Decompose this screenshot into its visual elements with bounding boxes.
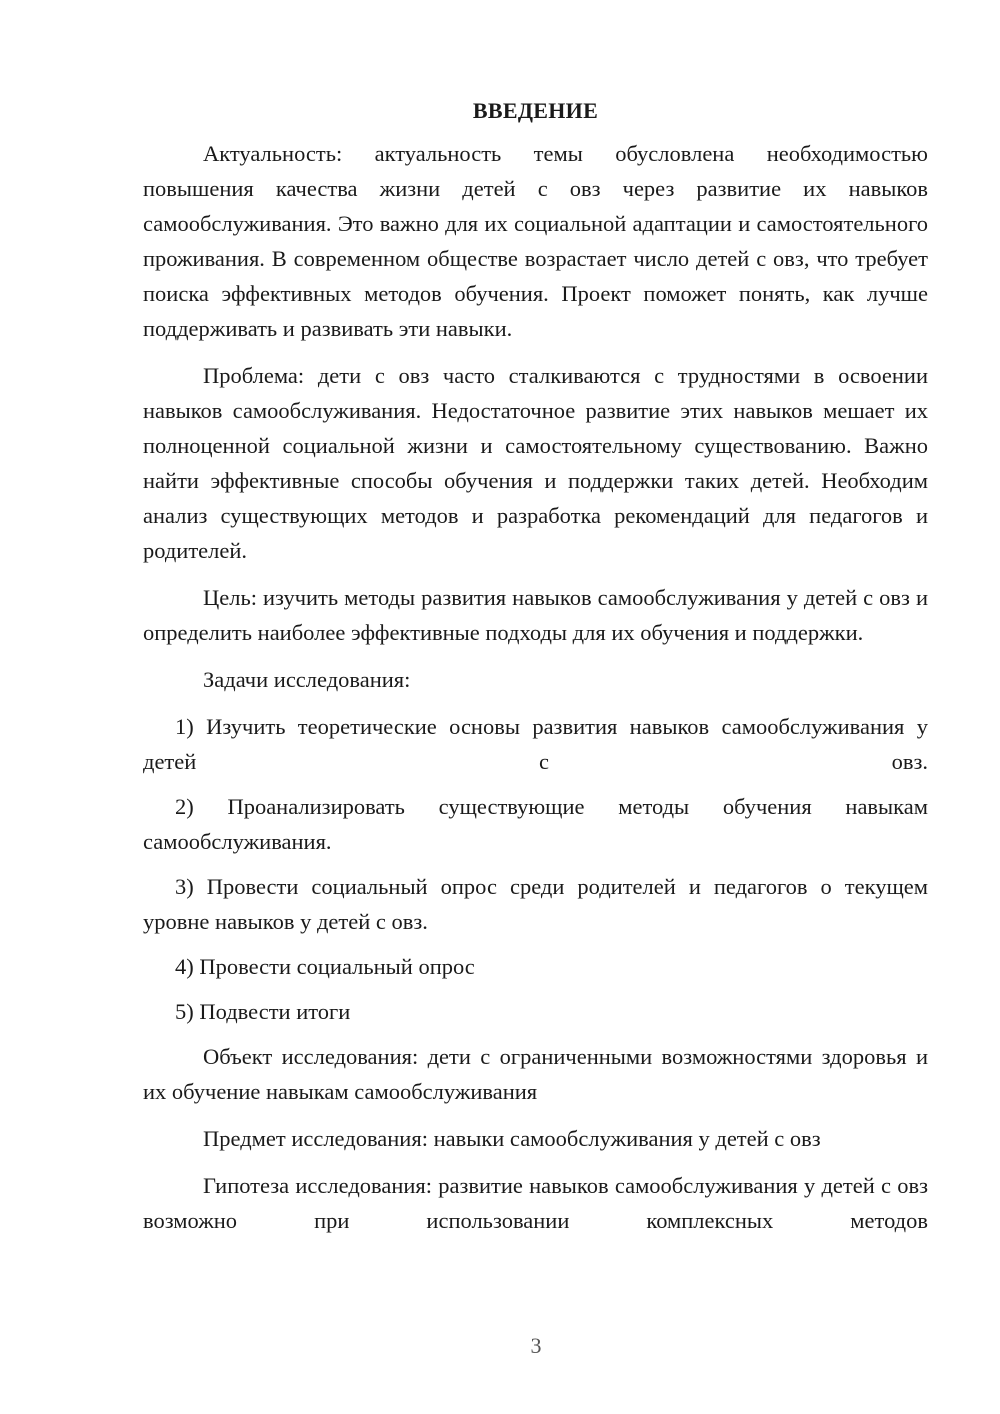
task-item-2: 2) Проанализировать существующие методы обучения навыкам самообслуживания. (143, 794, 928, 854)
task-item-5: 5) Подвести итоги (175, 999, 351, 1024)
task-item-3: 3) Провести социальный опрос среди родителей и педагогов о текущем уровне навыков у детей с овз. (143, 874, 928, 934)
goal-paragraph: Цель: изучить методы развития навыков самообслуживания у детей с овз и определить наиболее эффективные подходы для их обучения и поддержки. (143, 585, 928, 645)
tasks-title: Задачи исследования: (203, 667, 411, 692)
research-object-paragraph: Объект исследования: дети с ограниченными возможностями здоровья и их обучение навыкам самообслуживания (143, 1044, 928, 1104)
hypothesis-paragraph: Гипотеза исследования: развитие навыков самообслуживания у детей с овз возможно при использовании комплексных методов (143, 1173, 928, 1233)
task-item-4: 4) Провести социальный опрос (175, 954, 475, 979)
problem-paragraph: Проблема: дети с овз часто сталкиваются с трудностями в освоении навыков самообслуживания. Недостаточное развитие этих навыков мешает их полноценной социальной жизни и самостоятельному существованию. Важно найти эффективные способы обучения и поддержки таких детей. Необходим анализ существующих методов и разработка рекомендаций для педагогов и родителей. (143, 363, 928, 563)
task-item-1: 1) Изучить теоретические основы развития навыков самообслуживания у детей с овз. (143, 714, 928, 774)
research-subject-paragraph: Предмет исследования: навыки самообслуживания у детей с овз (203, 1126, 821, 1151)
relevance-paragraph: Актуальность: актуальность темы обусловлена необходимостью повышения качества жизни детей с овз через развитие их навыков самообслуживания. Это важно для их социальной адаптации и самостоятельного проживания. В современном обществе возрастает число детей с овз, что требует поиска эффективных методов обучения. Проект поможет понять, как лучше поддерживать и развивать эти навыки. (143, 141, 928, 341)
page-title: ВВЕДЕНИЕ (472, 98, 599, 123)
document-page (143, 95, 928, 1250)
page-number: 3 (530, 1333, 542, 1358)
